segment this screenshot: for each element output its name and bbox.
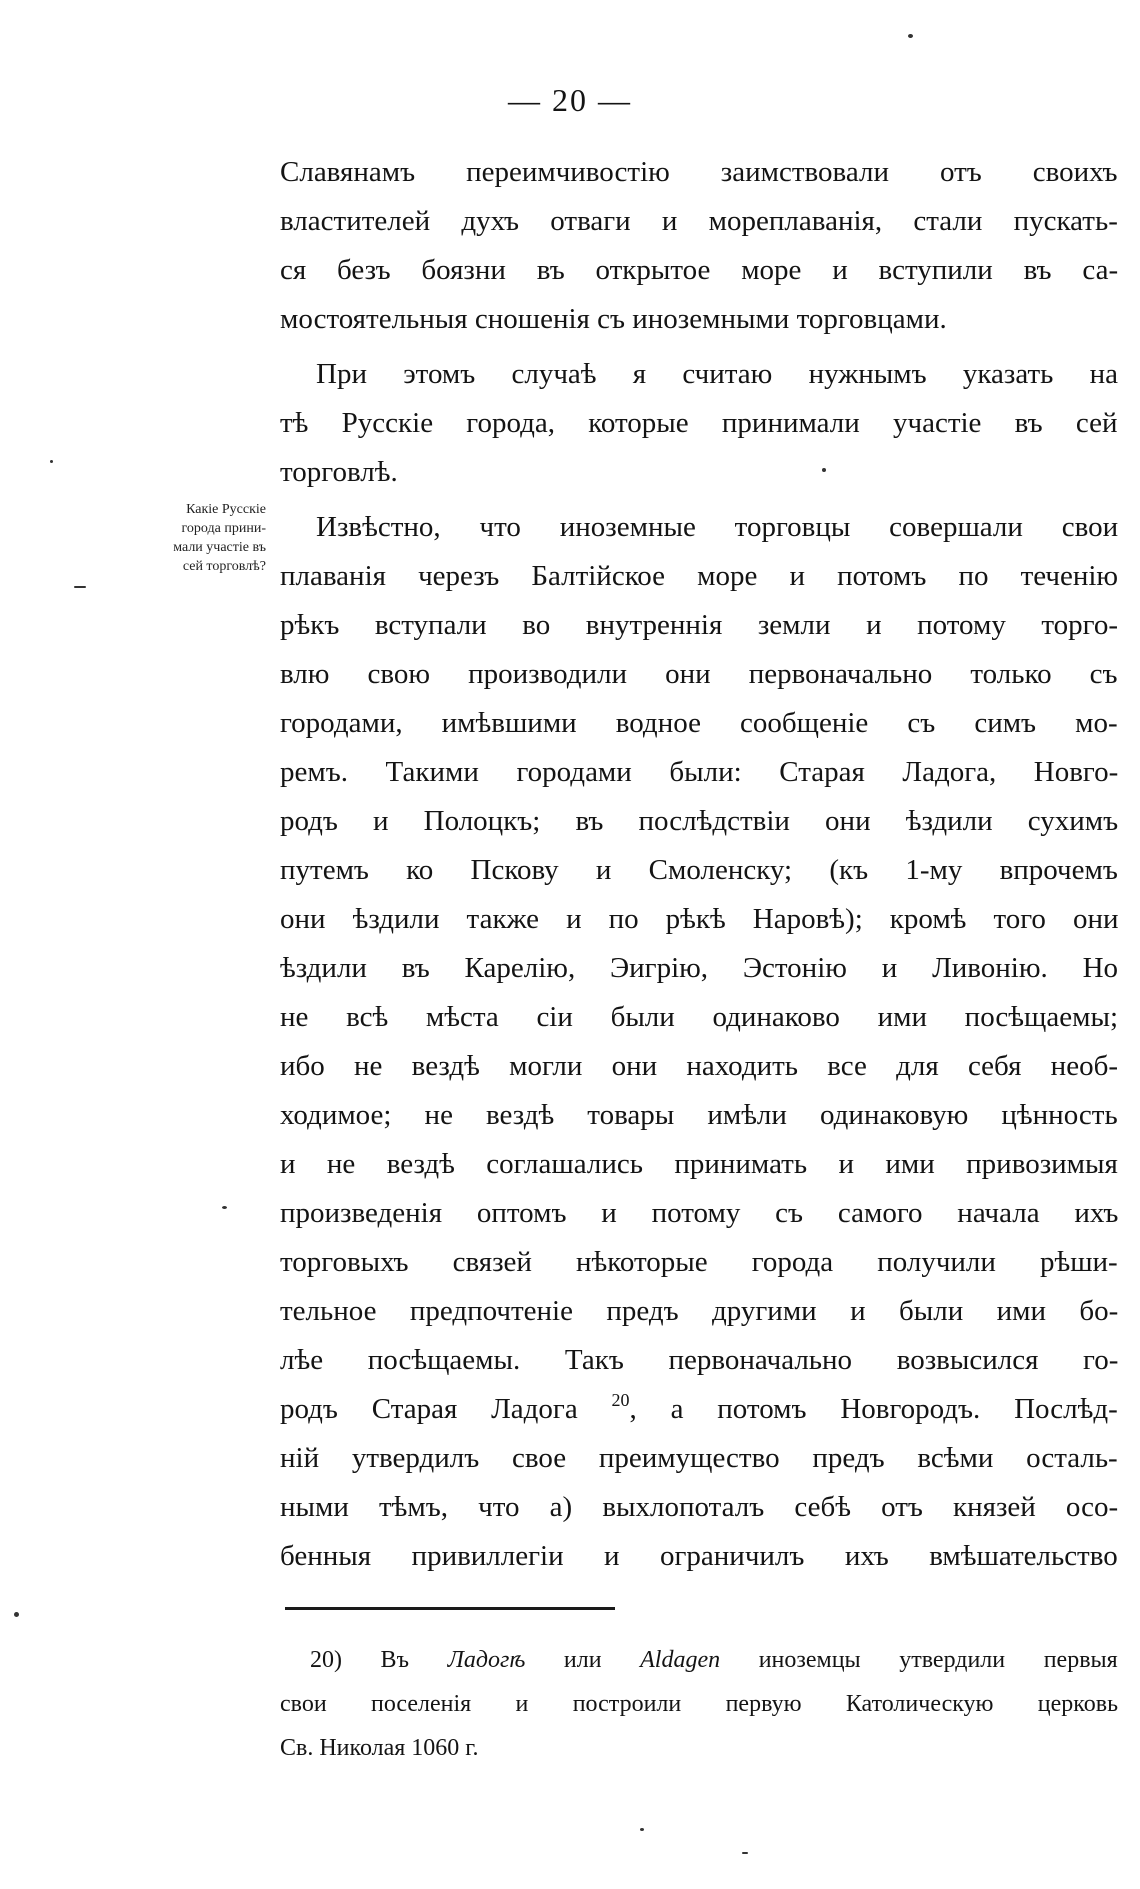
text-line: мостоятельныя сношенiя съ иноземными торговцами. xyxy=(280,303,947,335)
text-segment: родъ Старая Ладога xyxy=(280,1393,612,1425)
text-line: нiй утвердилъ свое преимущество предъ всѣми осталь- xyxy=(280,1442,1118,1474)
footnote-italic: Ладогѣ xyxy=(447,1647,526,1673)
text-line: торговыхъ связей нѣкоторые города получили рѣши- xyxy=(280,1246,1118,1278)
text-line: путемъ ко Пскову и Смоленску; (къ 1-му впрочемъ xyxy=(280,854,1118,886)
text-line: лѣе посѣщаемы. Такъ первоначально возвысился го- xyxy=(280,1344,1119,1376)
scan-speck xyxy=(222,1206,227,1209)
footnote-italic: Aldagen xyxy=(640,1647,721,1673)
margin-note-line: Какiе Русскiе xyxy=(186,502,266,517)
text-line: не всѣ мѣста сiи были одинаково ими посѣщаемы; xyxy=(280,1001,1118,1033)
text-line: тѣ Русскiе города, которые принимали участiе въ сей xyxy=(280,407,1118,439)
scan-speck xyxy=(742,1852,748,1854)
text-line: плаванiя черезъ Балтiйское море и потомъ по теченiю xyxy=(280,560,1119,592)
text-line: родъ и Полоцкъ; въ послѣдствiи они ѣздили сухимъ xyxy=(280,805,1119,837)
text-line: ибо не вездѣ могли они находить все для себя необ- xyxy=(280,1050,1118,1082)
text-line: влю свою производили они первоначально только съ xyxy=(280,658,1118,690)
footnote xyxy=(280,1638,1118,1770)
text-line: властителей духъ отваги и мореплаванiя, стали пускать- xyxy=(280,205,1118,237)
text-line: и не вездѣ соглашались принимать и ими привозимыя xyxy=(280,1148,1118,1180)
footnote-divider xyxy=(285,1607,615,1610)
text-line: ходимое; не вездѣ товары имѣли одинаковую цѣнность xyxy=(280,1099,1118,1131)
text-line: ремъ. Такими городами были: Старая Ладога, Новго- xyxy=(280,756,1119,788)
text-line-with-footnote xyxy=(280,1385,1118,1434)
text-line: городами, имѣвшими водное сообщенiе съ симъ мо- xyxy=(280,707,1118,739)
text-line: ѣздили въ Карелiю, Эигрiю, Эстонiю и Ливонiю. Но xyxy=(280,952,1119,984)
scan-speck xyxy=(74,586,86,588)
text-line: торговлѣ. xyxy=(280,456,398,488)
text-line: они ѣздили также и по рѣкѣ Наровѣ); кромѣ того они xyxy=(280,903,1119,935)
body-text xyxy=(280,148,1118,1581)
footnote-text: или xyxy=(525,1647,641,1673)
text-segment: , а потомъ Новгородъ. Послѣд- xyxy=(629,1393,1118,1425)
scan-speck xyxy=(822,468,826,472)
page-number: — 20 — xyxy=(508,82,632,118)
margin-note-line: сей торговлѣ? xyxy=(182,559,266,574)
footnote-line xyxy=(280,1638,1118,1682)
footnote-text: иноземцы утвердили первыя xyxy=(720,1647,1118,1673)
text-line: Извѣстно, что иноземные торговцы совершали свои xyxy=(316,511,1119,543)
footnote-reference: 20 xyxy=(611,1390,630,1410)
footnote-text: 20) Въ xyxy=(310,1647,448,1673)
footnote-line: свои поселенiя и построили первую Католическую церковь xyxy=(280,1691,1119,1717)
text-line: тельное предпочтенiе предъ другими и были ими бо- xyxy=(280,1295,1119,1327)
footnote-line: Св. Николая 1060 г. xyxy=(280,1735,479,1761)
text-line: При этомъ случаѣ я считаю нужнымъ указать на xyxy=(316,358,1119,390)
text-line: рѣкъ вступали во внутреннiя земли и потому торго- xyxy=(280,609,1119,641)
text-line: ными тѣмъ, что а) выхлопоталъ себѣ отъ князей осо- xyxy=(280,1491,1119,1523)
margin-note-line: мали участiе въ xyxy=(173,540,266,555)
text-line: ся безъ боязни въ открытое море и вступили въ са- xyxy=(280,254,1119,286)
scan-speck xyxy=(14,1612,19,1617)
text-line: бенныя привиллегiи и ограничилъ ихъ вмѣшательство xyxy=(280,1540,1118,1572)
scan-speck xyxy=(908,34,913,38)
text-line: Славянамъ переимчивостiю заимствовали отъ своихъ xyxy=(280,156,1118,188)
text-line: произведенiя оптомъ и потому съ самого начала ихъ xyxy=(280,1197,1119,1229)
scan-speck xyxy=(640,1828,644,1831)
margin-note-line: города прини- xyxy=(181,521,266,536)
scan-speck xyxy=(50,460,53,463)
margin-note xyxy=(98,500,266,576)
